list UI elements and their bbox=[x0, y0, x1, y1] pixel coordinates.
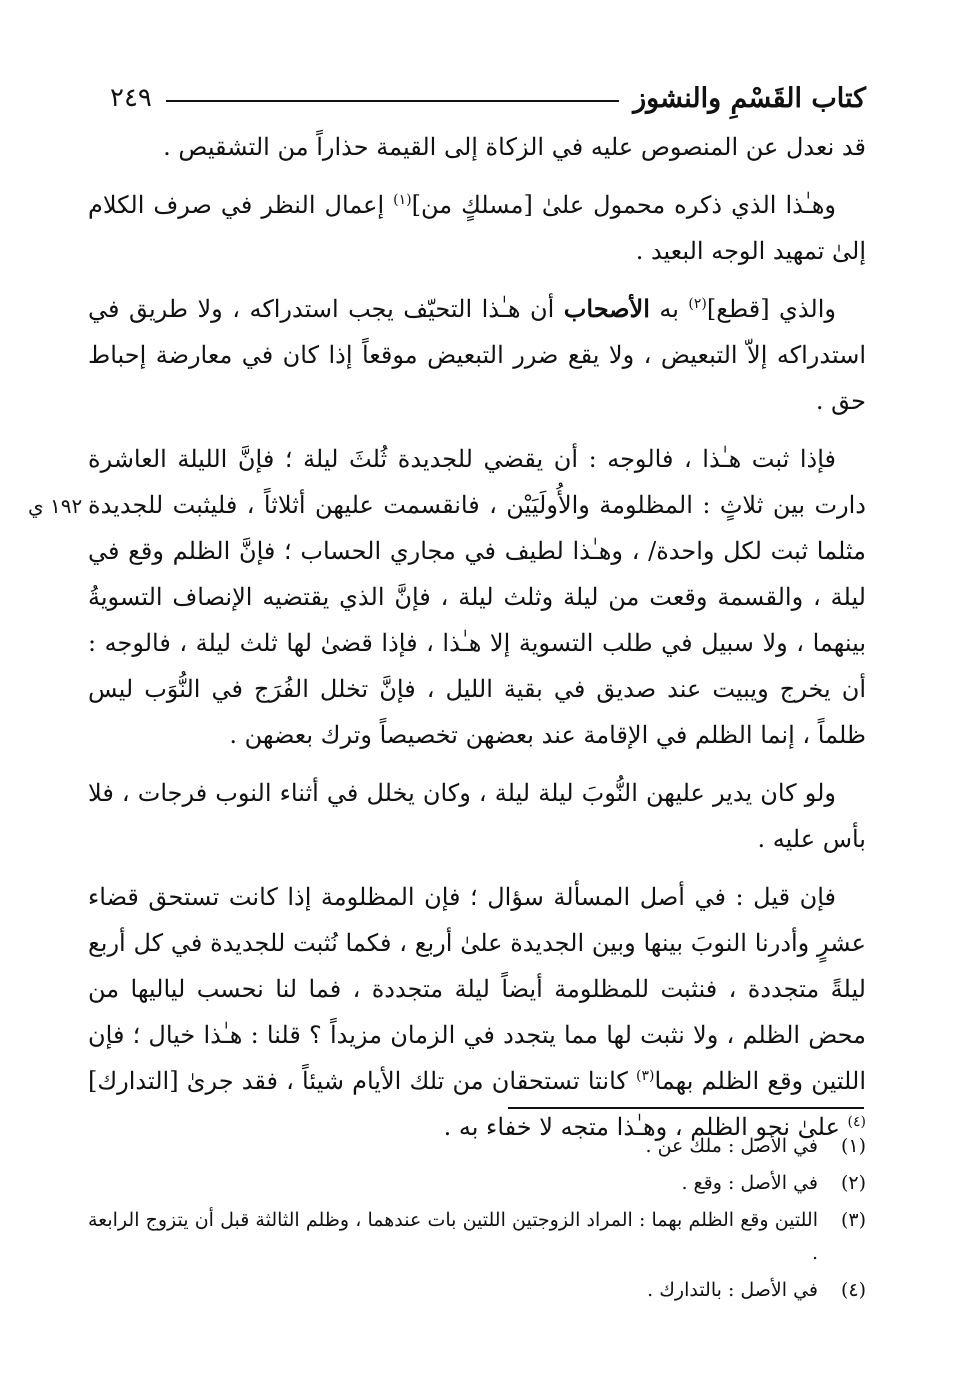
paragraph-2 bbox=[88, 182, 866, 274]
footnote-ref-1[interactable]: (١) bbox=[393, 192, 412, 208]
paragraph-6-text-c: علىٰ نحو الظلم ، وهـٰذا متجه لا خفاء به . bbox=[443, 1113, 848, 1141]
footnote-text: في الأصل : بالتدارك . bbox=[647, 1279, 818, 1301]
footnote-item bbox=[88, 1130, 866, 1163]
header-rule bbox=[166, 100, 619, 102]
footnote-item bbox=[88, 1167, 866, 1200]
paragraph-6-text-a: فإن قيل : في أصل المسألة سؤال ؛ فإن المظلومة إذا كانت تستحق قضاء عشرٍ وأدرنا النوبَ بينها وبين الجديدة علىٰ أربع ، فكما نُثبت للجديدة في كل أربع ليلةً متجددة ، فنثبت للمظلومة أيضاً ليلة متجددة ، فما لنا نحسب لياليها من محض الظلم ، ولا نثبت لها مما يتجدد في الزمان مزيداً ؟ قلنا : هـٰذا خيال ؛ فإن اللتين وقع الظلم بهما bbox=[88, 883, 866, 1095]
main-text bbox=[88, 124, 866, 1162]
paragraph-3 bbox=[88, 286, 866, 424]
footnote-item bbox=[88, 1274, 866, 1307]
paragraph-1-text: قد نعدل عن المنصوص عليه في الزكاة إلى القيمة حذاراً من التشقيص . bbox=[163, 133, 866, 161]
footnote-number: (١) bbox=[840, 1135, 866, 1157]
paragraph-5 bbox=[88, 770, 866, 862]
footnote-number: (٢) bbox=[840, 1172, 866, 1194]
paragraph-2-text-a: وهـٰذا الذي ذكره محمول علىٰ [مسلكٍ من] bbox=[411, 191, 836, 219]
footnote-text: اللتين وقع الظلم بهما : المراد الزوجتين اللتين بات عندهما ، وظلم الثالثة قبل أن يتزوج الرابعة . bbox=[88, 1209, 818, 1264]
footnote-divider bbox=[508, 1107, 864, 1109]
chapter-title: كتاب القَسْمِ والنشوز bbox=[633, 82, 866, 114]
footnote-ref-3[interactable]: (٣) bbox=[636, 1068, 655, 1084]
running-header bbox=[110, 78, 866, 118]
paragraph-6-text-b: كانتا تستحقان من تلك الأيام شيئاً ، فقد جرىٰ [التدارك] bbox=[88, 1067, 636, 1095]
paragraph-3-text-b: به bbox=[649, 295, 689, 323]
paragraph-1 bbox=[88, 124, 866, 170]
paragraph-5-text: ولو كان يدير عليهن النُّوبَ ليلة ليلة ، وكان يخلل في أثناء النوب فرجات ، فلا بأس عليه . bbox=[88, 779, 866, 853]
footnote-text: في الأصل : وقع . bbox=[681, 1172, 818, 1194]
footnote-number: (٤) bbox=[840, 1279, 866, 1301]
paragraph-4 bbox=[88, 436, 866, 758]
margin-manuscript-ref: ١٩٢ ي bbox=[28, 494, 83, 518]
paragraph-4-text: فإذا ثبت هـٰذا ، فالوجه : أن يقضي للجديدة ثُلثَ ليلة ؛ فإنَّ الليلة العاشرة دارت بين ثلاثٍ : المظلومة والأُولَيَيْن ، فانقسمت عليهن أثلاثاً ، فليثبت للجديدة مثلما ثبت لكل واحدة/ ، وهـٰذا لطيف في مجاري الحساب ؛ فإنَّ الظلم وقع في ليلة ، والقسمة وقعت من ليلة وثلث ليلة ، فإنَّ الذي يقتضيه الإنصاف التسويةُ بينهما ، ولا سبيل في طلب التسوية إلا هـٰذا ، فإذا قضىٰ لها ثلث ليلة ، فالوجه : أن يخرج ويبيت عند صديق في بقية الليل ، فإنَّ تخلل الفُرَج في النُّوَب ليس ظلماً ، إنما الظلم في الإقامة عند بعضهن تخصيصاً وترك بعضهن . bbox=[88, 445, 866, 749]
page-number: ٢٤٩ bbox=[110, 83, 152, 113]
bold-term: الأصحاب bbox=[563, 294, 650, 323]
paragraph-2-text-b: إعمال النظر في صرف الكلام إلىٰ تمهيد الوجه البعيد . bbox=[88, 191, 866, 265]
footnote-ref-4[interactable]: (٤) bbox=[847, 1114, 866, 1130]
footnote-ref-2[interactable]: (٢) bbox=[688, 296, 707, 312]
footnote-number: (٣) bbox=[840, 1209, 866, 1231]
paragraph-3-text-a: والذي [قطع] bbox=[706, 295, 836, 323]
footnotes bbox=[88, 1130, 866, 1311]
footnote-item bbox=[88, 1204, 866, 1270]
footnote-text: في الأصل : ملك عن . bbox=[645, 1135, 818, 1157]
paragraph-3-text-c: أن هـٰذا التحيّف يجب استدراكه ، ولا طريق في استدراكه إلاّ التبعيض ، ولا يقع ضرر التبعيض موقعاً إذا كان في معارضة إحباط حق . bbox=[88, 295, 867, 415]
